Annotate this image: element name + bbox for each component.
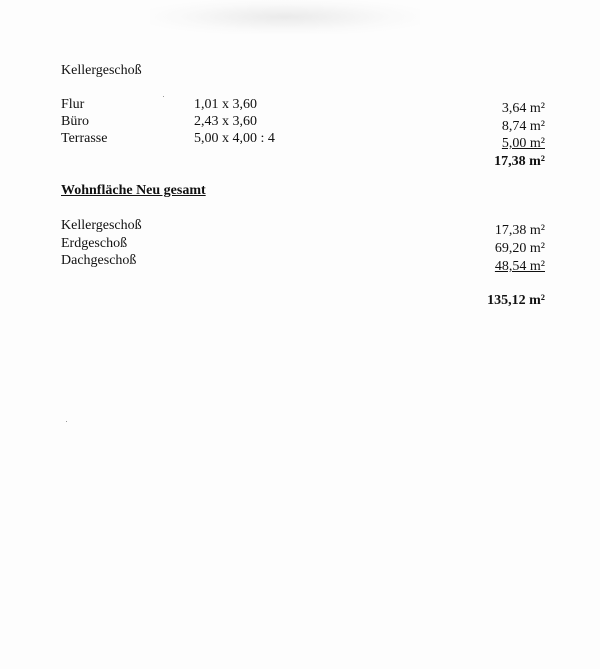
- row-calc-buero: 2,43 x 3,60: [194, 114, 257, 129]
- section2-total: 135,12 m²: [487, 293, 545, 308]
- row-value-buero: 8,74 m²: [501, 119, 545, 134]
- row-label-kellergeschoss: Kellergeschoß: [61, 218, 142, 233]
- row-value-kellergeschoss: 17,38 m²: [494, 223, 545, 238]
- section1-total: 17,38 m²: [494, 154, 545, 169]
- row-value-terrasse: 5,00 m²: [501, 136, 545, 151]
- scan-speck: [163, 96, 164, 97]
- section-heading-kellergeschoss: Kellergeschoß: [61, 63, 142, 78]
- row-calc-terrasse: 5,00 x 4,00 : 4: [194, 131, 275, 146]
- row-label-buero: Büro: [61, 114, 89, 129]
- scan-smudge: [150, 0, 420, 34]
- row-value-dachgeschoss: 48,54 m²: [494, 259, 545, 274]
- row-label-flur: Flur: [61, 97, 85, 112]
- scan-speck: [66, 421, 67, 422]
- row-label-erdgeschoss: Erdgeschoß: [61, 236, 128, 251]
- section-heading-wohnflaeche: Wohnfläche Neu gesamt: [61, 183, 206, 198]
- row-label-terrasse: Terrasse: [61, 131, 108, 146]
- row-value-flur: 3,64 m²: [501, 101, 545, 116]
- row-value-erdgeschoss: 69,20 m²: [494, 241, 545, 256]
- row-calc-flur: 1,01 x 3,60: [194, 97, 257, 112]
- row-label-dachgeschoss: Dachgeschoß: [61, 253, 137, 268]
